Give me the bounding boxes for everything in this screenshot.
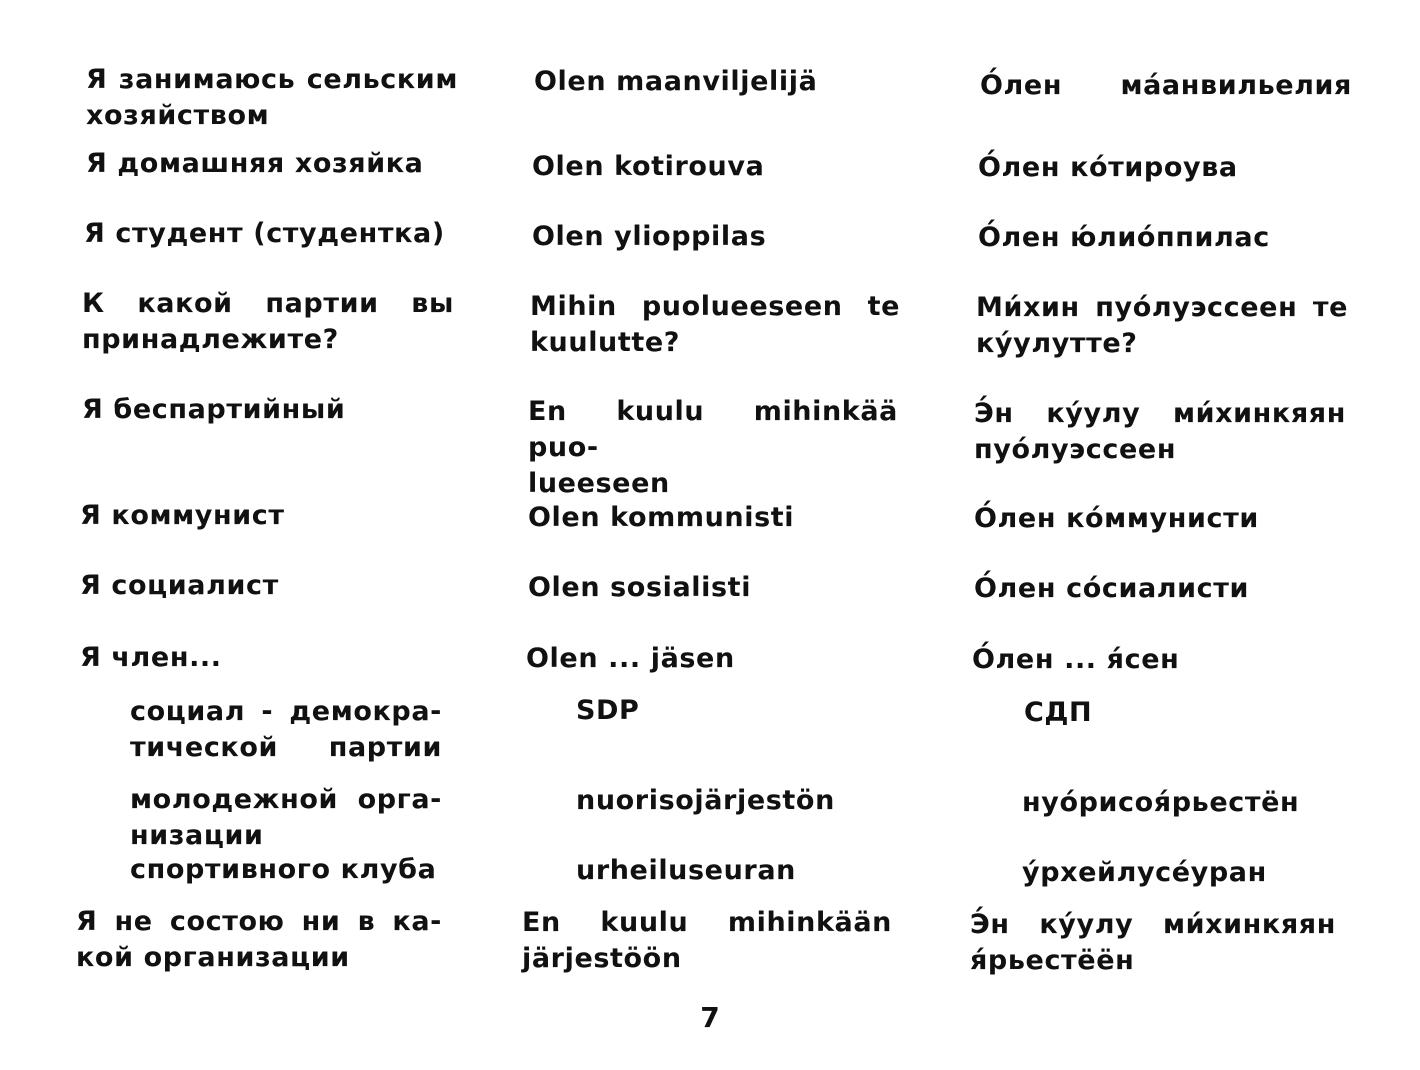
russian-phrase: социал - демокра- тической партии (130, 696, 442, 763)
finnish-phrase: Mihin puolueeseen te kuulutte? (530, 291, 900, 358)
russian-phrase: Я беспартийный (82, 394, 346, 425)
finnish-phrase: Olen sosialisti (528, 572, 752, 603)
russian-phrase: Я домашняя хозяйка (86, 148, 424, 179)
transcription: О́лен ма́анвильелия (980, 70, 1352, 101)
finnish-phrase: Olen kotirouva (532, 151, 765, 182)
finnish-phrase: Olen maanviljelijä (534, 66, 818, 97)
finnish-phrase: Olen ylioppilas (532, 221, 767, 252)
transcription: Ми́хин пуо́луэссеен те ку́улутте? (976, 292, 1348, 359)
finnish-phrase: En kuulu mihinkää puo- lueeseen (528, 396, 898, 499)
russian-phrase: Я член... (80, 642, 222, 673)
russian-phrase: Я коммунист (80, 500, 285, 531)
russian-phrase: Я не состою ни в ка- кой организации (76, 906, 442, 973)
transcription: О́лен ко́ммунисти (974, 503, 1259, 534)
finnish-phrase: En kuulu mihinkään järjestöön (522, 907, 892, 974)
russian-phrase: Я занимаюсь сельским хозяйством (86, 64, 458, 131)
finnish-phrase: SDP (576, 695, 640, 726)
transcription: Э́н ку́улу ми́хинкяян я́рьестёён (970, 909, 1336, 976)
finnish-phrase: nuorisojärjestön (576, 785, 835, 816)
transcription: О́лен со́сиалисти (974, 573, 1250, 604)
transcription: нуо́рисоя́рьестён (1022, 787, 1300, 818)
russian-phrase: К какой партии вы принадлежите? (82, 288, 454, 355)
transcription: СДП (1024, 697, 1093, 728)
finnish-phrase: Olen ... jäsen (526, 643, 735, 674)
transcription: Э́н ку́улу ми́хинкяян пуо́луэссеен (974, 398, 1346, 465)
transcription: О́лен ... я́сен (972, 644, 1180, 675)
finnish-phrase: Olen kommunisti (528, 502, 795, 533)
russian-phrase: молодежной орга- низации (130, 784, 442, 851)
russian-phrase: Я социалист (80, 570, 279, 601)
russian-phrase: Я студент (студентка) (84, 218, 445, 249)
transcription: О́лен ко́тироува (978, 152, 1238, 183)
transcription: у́рхейлусе́уран (1022, 857, 1267, 888)
finnish-phrase: urheiluseuran (576, 855, 796, 886)
russian-phrase: спортивного клуба (130, 854, 437, 885)
transcription: О́лен ю́лио́ппилас (978, 222, 1270, 253)
page-number: 7 (700, 1001, 720, 1034)
